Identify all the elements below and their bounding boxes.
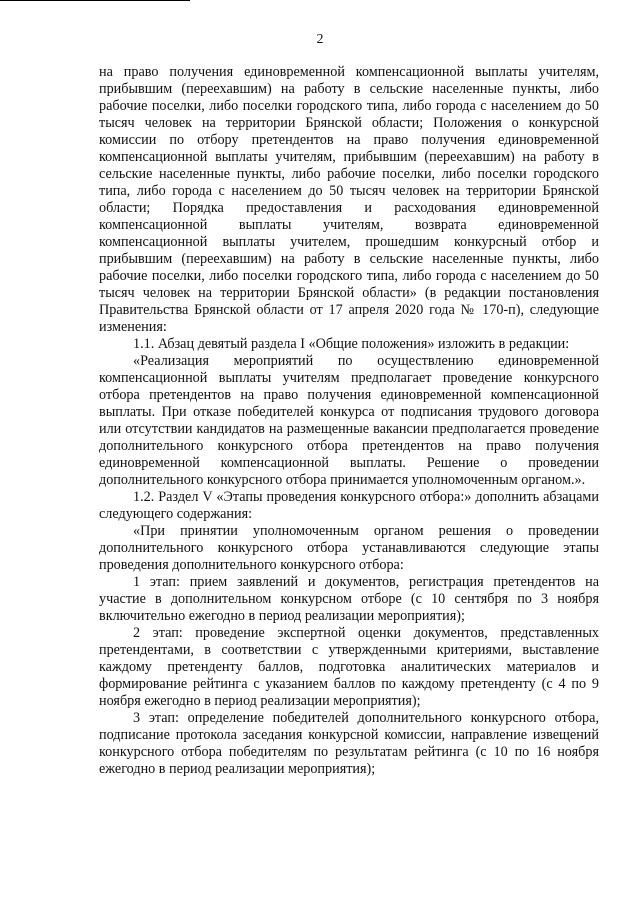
paragraph-stage-1: 1 этап: прием заявлений и документов, регистрация претендентов на участие в дополнительном конкурсном отборе (с 10 сентября по 3 ноября включительно ежегодно в период реализации мероприятия);	[99, 574, 599, 624]
page-number: 2	[316, 32, 324, 47]
document-body	[99, 64, 599, 778]
top-rule	[0, 0, 190, 1]
paragraph-stage-3: 3 этап: определение победителей дополнительного конкурсного отбора, подписание протокола заседания конкурсной комиссии, направление извещений конкурсного отбора победителям по результатам рейтинга (с 10 по 16 ноября ежегодно в период реализации мероприятия);	[99, 710, 599, 777]
paragraph-item-1-2: 1.2. Раздел V «Этапы проведения конкурсного отбора:» дополнить абзацами следующего содержания:	[99, 489, 599, 522]
paragraph-quote-1: «Реализация мероприятий по осуществлению единовременной компенсационной выплаты учителям предполагает проведение конкурсного отбора претендентов на право получения единовременной компенсационной выплаты. При отказе победителей конкурса от подписания трудового договора или отсутствии кандидатов на размещенные вакансии предполагается проведение дополнительного конкурсного отбора претендентов на право получения единовременной компенсационной выплаты. Решение о проведении дополнительного конкурсного отбора принимается уполномоченным органом.».	[99, 353, 599, 488]
paragraph-item-1-1: 1.1. Абзац девятый раздела I «Общие положения» изложить в редакции:	[133, 336, 570, 352]
paragraph-continuation: на право получения единовременной компенсационной выплаты учителям, прибывшим (переехавшим) на работу в сельские населенные пункты, либо рабочие поселки, либо поселки городского типа, либо города с населением до 50 тысяч человек на территории Брянской области; Положения о конкурсной комиссии по отбору претендентов на право получения единовременной компенсационной выплаты учителям, прибывшим (переехавшим) на работу в сельские населенные пункты, либо рабочие поселки, либо поселки городского типа, либо города с населением до 50 тысяч человек на территории Брянской области; Порядка предоставления и расходования единовременной компенсационной выплаты учителям, возврата единовременной компенсационной выплаты учителем, прошедшим конкурсный отбор и прибывшим (переехавшим) на работу в сельские населенные пункты, либо рабочие поселки, либо поселки городского типа, либо города с населением до 50 тысяч человек на территории Брянской области» (в редакции постановления Правительства Брянской области от 17 апреля 2020 года № 170-п), следующие изменения:	[99, 64, 599, 335]
paragraph-stage-2: 2 этап: проведение экспертной оценки документов, представленных претендентами, в соответствии с утвержденными критериями, выставление каждому претенденту баллов, подготовка аналитических материалов и формирование рейтинга с указанием баллов по каждому претенденту (с 4 по 9 ноября ежегодно в период реализации мероприятия);	[99, 625, 599, 709]
paragraph-quote-2: «При принятии уполномоченным органом решения о проведении дополнительного конкурсного отбора устанавливаются следующие этапы проведения дополнительного конкурсного отбора:	[99, 523, 599, 573]
